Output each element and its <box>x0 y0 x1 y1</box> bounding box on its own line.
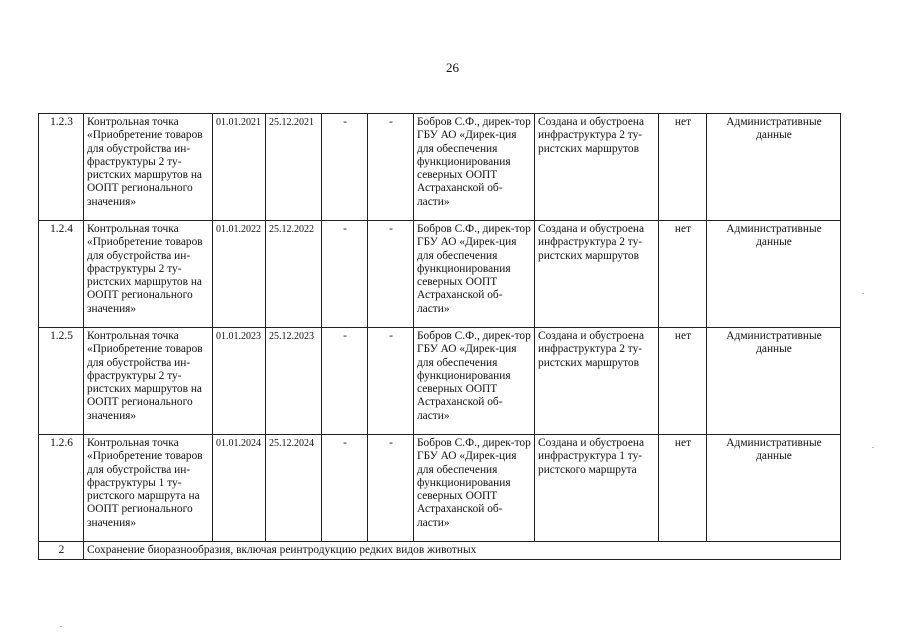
dash-cell: - <box>368 328 414 435</box>
data-source: Административные данные <box>707 114 841 221</box>
scan-speck <box>872 447 874 448</box>
event-name: Контрольная точка «Приобретение товаров для обустройства ин-фраструктуры 2 ту-ристских маршрутов на ООПТ регионального значения» <box>84 328 213 435</box>
table-row <box>39 114 841 221</box>
dash-cell: - <box>368 221 414 328</box>
row-number: 1.2.3 <box>39 114 84 221</box>
expected-result: Создана и обустроена инфраструктура 2 ту-ристских маршрутов <box>535 221 659 328</box>
table-row <box>39 328 841 435</box>
data-source: Административные данные <box>707 435 841 542</box>
responsible-person: Бобров С.Ф., дирек-тор ГБУ АО «Дирек-ция для обеспечения функционирования северных ООПТ Астраханской об-ласти» <box>414 435 535 542</box>
responsible-person: Бобров С.Ф., дирек-тор ГБУ АО «Дирек-ция для обеспечения функционирования северных ООПТ Астраханской об-ласти» <box>414 221 535 328</box>
scan-speck <box>862 293 864 294</box>
scan-speck <box>60 626 62 627</box>
dash-cell: - <box>322 435 368 542</box>
data-source: Административные данные <box>707 328 841 435</box>
section-row <box>39 542 841 560</box>
plan-table <box>38 113 841 560</box>
flag-cell: нет <box>659 435 707 542</box>
section-number: 2 <box>39 542 84 560</box>
start-date: 01.01.2021 <box>213 114 266 221</box>
flag-cell: нет <box>659 328 707 435</box>
expected-result: Создана и обустроена инфраструктура 1 ту-ристского маршрута <box>535 435 659 542</box>
start-date: 01.01.2024 <box>213 435 266 542</box>
end-date: 25.12.2024 <box>266 435 322 542</box>
row-number: 1.2.5 <box>39 328 84 435</box>
row-number: 1.2.4 <box>39 221 84 328</box>
page-number: 26 <box>446 60 459 75</box>
data-source: Административные данные <box>707 221 841 328</box>
start-date: 01.01.2022 <box>213 221 266 328</box>
flag-cell: нет <box>659 221 707 328</box>
event-name: Контрольная точка «Приобретение товаров для обустройства ин-фраструктуры 2 ту-ристских маршрутов на ООПТ регионального значения» <box>84 114 213 221</box>
dash-cell: - <box>368 114 414 221</box>
event-name: Контрольная точка «Приобретение товаров для обустройства ин-фраструктуры 1 ту-ристского маршрута на ООПТ регионального значения» <box>84 435 213 542</box>
dash-cell: - <box>322 114 368 221</box>
event-name: Контрольная точка «Приобретение товаров для обустройства ин-фраструктуры 2 ту-ристских маршрутов на ООПТ регионального значения» <box>84 221 213 328</box>
dash-cell: - <box>322 221 368 328</box>
dash-cell: - <box>368 435 414 542</box>
end-date: 25.12.2021 <box>266 114 322 221</box>
end-date: 25.12.2023 <box>266 328 322 435</box>
end-date: 25.12.2022 <box>266 221 322 328</box>
responsible-person: Бобров С.Ф., дирек-тор ГБУ АО «Дирек-ция для обеспечения функционирования северных ООПТ Астраханской об-ласти» <box>414 114 535 221</box>
expected-result: Создана и обустроена инфраструктура 2 ту-ристских маршрутов <box>535 328 659 435</box>
dash-cell: - <box>322 328 368 435</box>
table-row <box>39 435 841 542</box>
flag-cell: нет <box>659 114 707 221</box>
section-title: Сохранение биоразнообразия, включая реинтродукцию редких видов животных <box>84 542 841 560</box>
row-number: 1.2.6 <box>39 435 84 542</box>
start-date: 01.01.2023 <box>213 328 266 435</box>
table-row <box>39 221 841 328</box>
responsible-person: Бобров С.Ф., дирек-тор ГБУ АО «Дирек-ция для обеспечения функционирования северных ООПТ Астраханской об-ласти» <box>414 328 535 435</box>
expected-result: Создана и обустроена инфраструктура 2 ту-ристских маршрутов <box>535 114 659 221</box>
